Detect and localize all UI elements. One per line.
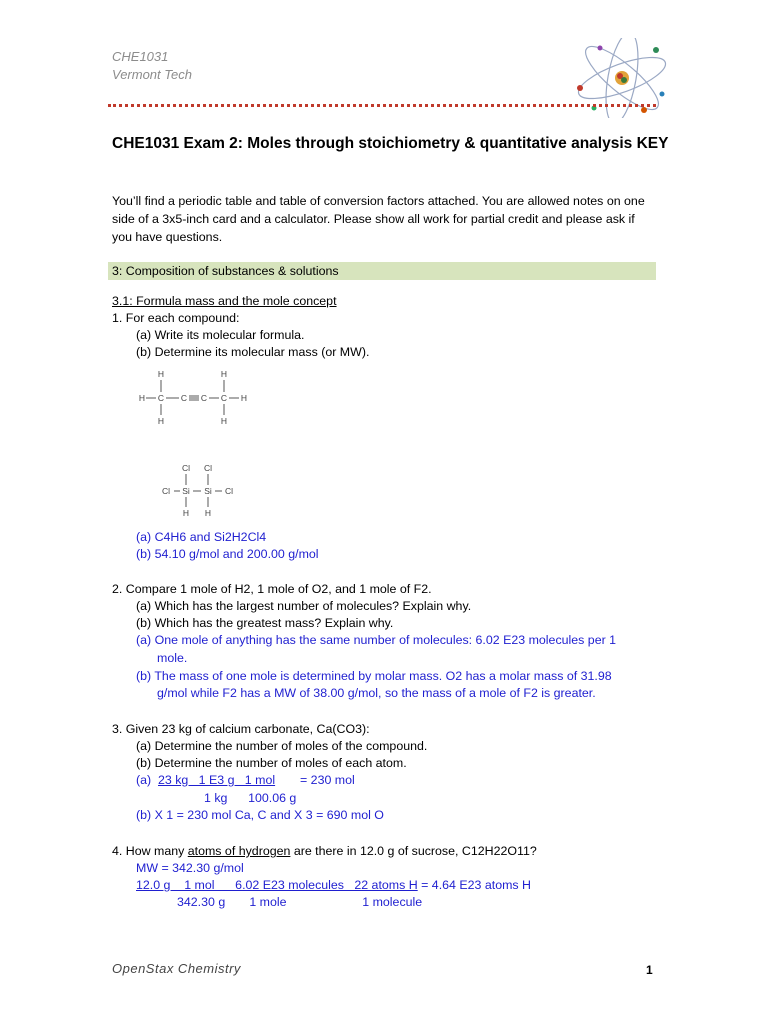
q2-answer-a-cont: mole.	[157, 651, 188, 665]
q3-answer-a-result: = 230 mol	[300, 773, 355, 787]
atom-h: H	[220, 369, 228, 379]
q3-part-b: (b) Determine the number of moles of each atom.	[136, 756, 407, 770]
atom-cl: Cl	[224, 486, 234, 496]
section-heading	[108, 262, 656, 280]
atom-h: H	[204, 508, 212, 518]
atom-cl: Cl	[181, 463, 191, 473]
section-heading-text: 3: Composition of substances & solutions	[112, 264, 339, 278]
q4-answer-result: = 4.64 E23 atoms H	[417, 878, 531, 892]
q1-prompt: 1. For each compound:	[112, 311, 240, 325]
footer-source: OpenStax Chemistry	[112, 961, 241, 976]
q4-molar-mass: MW = 342.30 g/mol	[136, 861, 244, 875]
course-code: CHE1031	[112, 49, 169, 64]
q3-answer-a-numerator: 23 kg 1 E3 g 1 mol	[158, 773, 276, 787]
atom-h: H	[220, 416, 228, 426]
school-name: Vermont Tech	[112, 67, 192, 82]
q3-answer-b: (b) X 1 = 230 mol Ca, C and X 3 = 690 mol O	[136, 808, 384, 822]
atom-h: H	[138, 393, 146, 403]
atom-h: H	[157, 416, 165, 426]
atom-si: Si	[204, 486, 212, 496]
q3-answer-a-label: (a)	[136, 773, 152, 787]
q4-prompt-underlined: atoms of hydrogen	[187, 844, 291, 858]
atom-cl: Cl	[203, 463, 213, 473]
q4-prompt-pre: 4. How many	[112, 844, 188, 858]
atom-c: C	[200, 393, 208, 403]
q1-answer-a: (a) C4H6 and Si2H2Cl4	[136, 530, 267, 544]
q2-part-a: (a) Which has the largest number of molecules? Explain why.	[136, 599, 472, 613]
q3-prompt: 3. Given 23 kg of calcium carbonate, Ca(CO3):	[112, 722, 370, 736]
q4-answer-numerator: 12.0 g 1 mol 6.02 E23 molecules 22 atoms H	[136, 878, 418, 892]
atom-si: Si	[182, 486, 190, 496]
q1-part-b: (b) Determine its molecular mass (or MW).	[136, 345, 370, 359]
q1-answer-b: (b) 54.10 g/mol and 200.00 g/mol	[136, 547, 319, 561]
atom-h: H	[182, 508, 190, 518]
subsection-heading: 3.1: Formula mass and the mole concept	[112, 294, 337, 308]
q2-answer-b: (b) The mass of one mole is determined by molar mass. O2 has a molar mass of 31.98	[136, 669, 612, 683]
q3-answer-a-denominator: 1 kg 100.06 g	[204, 791, 297, 805]
q2-part-b: (b) Which has the greatest mass? Explain why.	[136, 616, 394, 630]
atom-h: H	[157, 369, 165, 379]
header-divider	[108, 104, 656, 107]
intro-paragraph: You’ll find a periodic table and table of conversion factors attached. You are allowed notes on one side of a 3x5-inch card and a calculator. Please show all work for partial credit and please ask if you have questions.	[112, 194, 645, 244]
atom-c: C	[220, 393, 228, 403]
atom-c: C	[180, 393, 188, 403]
q4-prompt	[112, 843, 537, 859]
q4-answer-denominator: 342.30 g 1 mole 1 molecule	[177, 895, 423, 909]
structure-butyne	[136, 364, 286, 529]
q4-answer-line	[136, 877, 531, 893]
q2-answer-b-cont: g/mol while F2 has a MW of 38.00 g/mol, so the mass of a mole of F2 is greater.	[157, 686, 596, 700]
atom-cl: Cl	[161, 486, 171, 496]
q3-part-a: (a) Determine the number of moles of the compound.	[136, 739, 428, 753]
q4-prompt-post: are there in 12.0 g of sucrose, C12H22O11?	[290, 844, 537, 858]
page-number: 1	[646, 963, 653, 977]
q2-answer-a: (a) One mole of anything has the same number of molecules: 6.02 E23 molecules per 1	[136, 633, 617, 647]
q2-prompt: 2. Compare 1 mole of H2, 1 mole of O2, and 1 mole of F2.	[112, 582, 432, 596]
atom-h: H	[240, 393, 248, 403]
atom-c: C	[157, 393, 165, 403]
page-title: CHE1031 Exam 2: Moles through stoichiometry & quantitative analysis KEY	[112, 135, 669, 152]
q1-part-a: (a) Write its molecular formula.	[136, 328, 305, 342]
